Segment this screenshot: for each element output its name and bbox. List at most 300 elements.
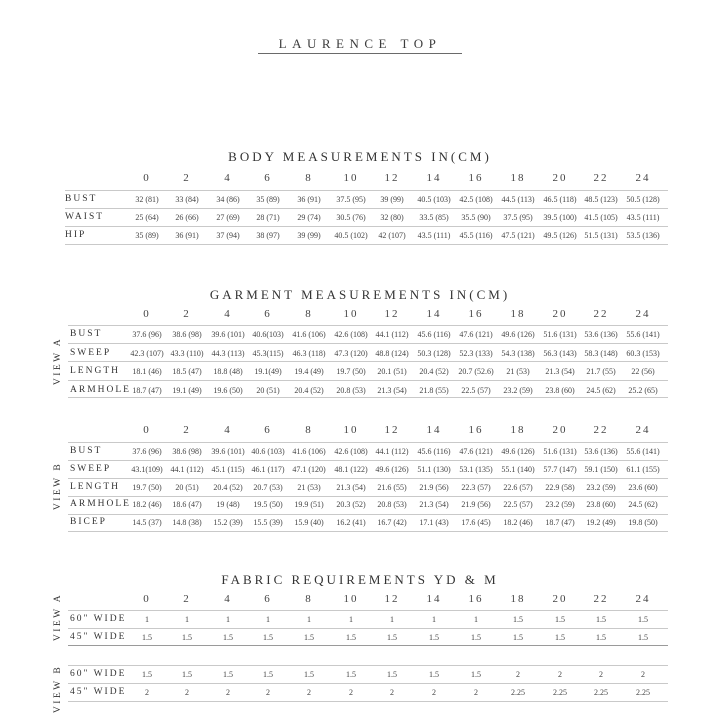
measurement-cell: 51.1 (130) [417,464,451,474]
size-header: 22 [593,424,609,436]
measurement-cell: 1.5 [142,670,152,679]
row-label: BUST [70,446,103,456]
measurement-cell: 1.5 [471,632,481,642]
measurement-cell: 17.6 (45) [461,518,491,528]
measurement-cell: 53.1 (135) [459,464,493,474]
measurement-cell: 1.5 [638,632,648,642]
measurement-cell: 1.5 [387,632,397,642]
measurement-cell: 34 (86) [216,195,240,204]
size-header: 24 [635,172,651,184]
measurement-cell: 2.25 [594,687,608,697]
row-label: ARMHOLE [70,499,131,510]
size-header: 4 [224,308,232,320]
measurement-cell: 23.2 (59) [503,385,533,395]
row-divider [68,514,668,515]
size-header: 20 [552,308,568,320]
measurement-cell: 20.4 (52) [294,385,324,395]
measurement-cell: 39 (99) [380,195,404,204]
row-label: 45" WIDE [70,631,127,642]
row-divider [68,442,668,443]
measurement-cell: 44.3 (113) [211,348,245,358]
measurement-cell: 19.6 (50) [213,385,243,395]
measurement-cell: 22.5 (57) [461,385,491,395]
measurement-cell: 55.1 (140) [501,464,535,474]
measurement-cell: 20 (51) [175,482,199,492]
measurement-cell: 18.8 (48) [213,367,243,376]
measurement-cell: 1 [349,615,353,624]
size-header: 8 [305,593,313,605]
measurement-cell: 49.6 (126) [375,464,409,474]
measurement-cell: 19.1 (49) [172,385,202,395]
measurement-cell: 21.3 (54) [377,385,407,395]
measurement-cell: 52.3 (133) [459,348,493,358]
measurement-cell: 35 (89) [256,195,280,204]
measurement-cell: 1.5 [182,632,192,642]
size-header: 18 [510,172,526,184]
size-header: 2 [183,424,191,436]
measurement-cell: 2 [516,670,520,679]
row-label: SWEEP [70,347,112,358]
size-header: 0 [143,424,151,436]
measurement-cell: 2 [349,687,353,697]
measurement-cell: 22.9 (58) [545,482,575,492]
row-divider [68,397,668,398]
size-header: 22 [593,308,609,320]
measurement-cell: 1.5 [223,670,233,679]
measurement-cell: 2 [558,670,562,679]
measurement-cell: 43.1(109) [131,464,163,474]
measurement-cell: 1.5 [429,632,439,642]
measurement-cell: 2 [307,687,311,697]
measurement-cell: 38 (97) [256,231,280,240]
measurement-cell: 39 (99) [297,231,321,240]
row-divider [68,683,668,684]
measurement-cell: 41.5 (105) [584,213,618,222]
measurement-cell: 15.2 (39) [213,518,243,528]
measurement-cell: 44.1 (112) [375,447,409,456]
measurement-cell: 46.1 (117) [251,464,285,474]
measurement-cell: 56.3 (143) [543,348,577,358]
size-header: 22 [593,593,609,605]
size-header: 24 [635,593,651,605]
measurement-cell: 2.25 [553,687,567,697]
measurement-cell: 24.5 (62) [628,500,658,510]
size-header: 10 [343,172,359,184]
size-header: 6 [264,172,272,184]
measurement-cell: 1 [432,615,436,624]
row-divider [68,343,668,344]
measurement-cell: 2 [474,687,478,697]
measurement-cell: 20.7 (53) [253,482,283,492]
row-divider [65,208,668,209]
measurement-cell: 19.1(49) [254,367,282,376]
size-header: 22 [593,172,609,184]
measurement-cell: 40.6 (103) [251,447,285,456]
measurement-cell: 16.7 (42) [377,518,407,528]
measurement-cell: 39.5 (100) [543,213,577,222]
measurement-cell: 45.3(115) [252,348,284,358]
row-divider [68,380,668,381]
row-divider [65,226,668,227]
size-header: 16 [468,308,484,320]
size-header: 20 [552,172,568,184]
measurement-cell: 1 [474,615,478,624]
measurement-cell: 14.8 (38) [172,518,202,528]
measurement-cell: 32 (80) [380,213,404,222]
measurement-cell: 1.5 [596,632,606,642]
row-divider [68,531,668,532]
measurement-cell: 53.5 (136) [626,231,660,240]
row-label: 60" WIDE [70,614,127,624]
size-header: 12 [384,308,400,320]
size-header: 16 [468,593,484,605]
measurement-cell: 19.5 (50) [253,500,283,510]
view-label: VIEW A [53,592,63,642]
measurement-cell: 45.6 (116) [417,330,451,339]
measurement-cell: 21 (53) [297,482,321,492]
measurement-cell: 21.7 (55) [586,367,616,376]
measurement-cell: 42.6 (108) [334,447,368,456]
measurement-cell: 47.1 (120) [292,464,326,474]
measurement-cell: 18.6 (47) [172,500,202,510]
size-header: 10 [343,308,359,320]
measurement-cell: 40.5 (103) [417,195,451,204]
measurement-cell: 48.5 (123) [584,195,618,204]
measurement-cell: 1.5 [513,632,523,642]
measurement-cell: 59.1 (150) [584,464,618,474]
measurement-cell: 40.6(103) [252,330,284,339]
row-divider [68,701,668,702]
measurement-cell: 1.5 [142,632,152,642]
measurement-cell: 25.2 (65) [628,385,658,395]
measurement-cell: 48.8 (124) [375,348,409,358]
garment-measurements-title: GARMENT MEASUREMENTS IN(CM) [209,287,511,302]
measurement-cell: 2 [145,687,149,697]
size-header: 0 [143,172,151,184]
measurement-cell: 19 (48) [216,500,240,510]
measurement-cell: 1.5 [429,670,439,679]
measurement-cell: 18.7 (47) [132,385,162,395]
measurement-cell: 21.9 (56) [461,500,491,510]
row-label: LENGTH [70,481,120,492]
measurement-cell: 18.2 (46) [132,500,162,510]
measurement-cell: 39.6 (101) [211,330,245,339]
measurement-cell: 49.6 (126) [501,330,535,339]
measurement-cell: 39.6 (101) [211,447,245,456]
row-label: BICEP [70,517,107,528]
measurement-cell: 60.3 (153) [626,348,660,358]
measurement-cell: 38.6 (98) [172,330,202,339]
measurement-cell: 20.4 (52) [419,367,449,376]
size-header: 8 [305,172,313,184]
size-header: 20 [552,593,568,605]
measurement-cell: 19.4 (49) [294,367,324,376]
row-divider [68,610,668,611]
measurement-cell: 53.6 (136) [584,330,618,339]
measurement-cell: 49.5 (126) [543,231,577,240]
measurement-cell: 15.9 (40) [294,518,324,528]
measurement-cell: 15.5 (39) [253,518,283,528]
row-label: BUST [70,329,103,339]
row-divider [68,628,668,629]
measurement-cell: 47.5 (121) [501,231,535,240]
measurement-cell: 21.3 (54) [419,500,449,510]
row-divider [68,645,668,646]
measurement-cell: 2 [599,670,603,679]
measurement-cell: 1.5 [304,632,314,642]
measurement-cell: 2 [390,687,394,697]
measurement-cell: 23.2 (59) [545,500,575,510]
measurement-cell: 46.5 (118) [543,195,577,204]
measurement-cell: 35 (89) [135,231,159,240]
size-header: 12 [384,424,400,436]
measurement-cell: 43.5 (111) [417,231,451,240]
measurement-cell: 18.5 (47) [172,367,202,376]
measurement-cell: 1.5 [387,670,397,679]
measurement-cell: 19.7 (50) [336,367,366,376]
measurement-cell: 21.3 (54) [336,482,366,492]
measurement-cell: 18.1 (46) [132,367,162,376]
size-header: 10 [343,593,359,605]
measurement-cell: 43.5 (111) [626,213,660,222]
measurement-cell: 54.3 (138) [501,348,535,358]
measurement-cell: 1.5 [555,615,565,624]
measurement-cell: 24.5 (62) [586,385,616,395]
measurement-cell: 51.6 (131) [543,447,577,456]
measurement-cell: 29 (74) [297,213,321,222]
row-label: LENGTH [70,366,120,376]
measurement-cell: 19.7 (50) [132,482,162,492]
measurement-cell: 55.6 (141) [626,447,660,456]
measurement-cell: 23.2 (59) [586,482,616,492]
measurement-cell: 37.5 (95) [336,195,366,204]
measurement-cell: 21 (53) [506,367,530,376]
measurement-cell: 20.1 (51) [377,367,407,376]
measurement-cell: 27 (69) [216,213,240,222]
measurement-cell: 36 (91) [297,195,321,204]
measurement-cell: 1.5 [304,670,314,679]
size-header: 14 [426,172,442,184]
measurement-cell: 1 [266,615,270,624]
measurement-cell: 21.3 (54) [545,367,575,376]
measurement-cell: 44.5 (113) [501,195,535,204]
measurement-cell: 57.7 (147) [543,464,577,474]
measurement-cell: 51.5 (131) [584,231,618,240]
row-divider [68,478,668,479]
measurement-cell: 45.5 (116) [459,231,493,240]
measurement-cell: 18.7 (47) [545,518,575,528]
measurement-cell: 42.3 (107) [130,348,164,358]
size-header: 2 [183,172,191,184]
measurement-cell: 37.6 (96) [132,447,162,456]
measurement-cell: 1 [226,615,230,624]
measurement-cell: 45.1 (115) [211,464,245,474]
measurement-cell: 53.6 (136) [584,447,618,456]
size-header: 0 [143,308,151,320]
size-header: 0 [143,593,151,605]
measurement-cell: 19.8 (50) [628,518,658,528]
size-header: 16 [468,172,484,184]
measurement-cell: 48.1 (122) [334,464,368,474]
size-header: 4 [224,424,232,436]
row-label: WAIST [65,212,105,222]
row-divider [68,665,668,666]
measurement-cell: 44.1 (112) [375,330,409,339]
size-header: 20 [552,424,568,436]
size-header: 16 [468,424,484,436]
size-header: 14 [426,308,442,320]
measurement-cell: 47.6 (121) [459,330,493,339]
size-header: 24 [635,424,651,436]
measurement-cell: 2 [266,687,270,697]
measurement-cell: 58.3 (148) [584,348,618,358]
measurement-cell: 44.1 (112) [170,464,204,474]
measurement-cell: 1.5 [596,615,606,624]
size-header: 6 [264,308,272,320]
row-divider [68,460,668,461]
measurement-cell: 20.8 (53) [336,385,366,395]
measurement-cell: 38.6 (98) [172,447,202,456]
measurement-cell: 47.3 (120) [334,348,368,358]
measurement-cell: 1.5 [182,670,192,679]
measurement-cell: 35.5 (90) [461,213,491,222]
measurement-cell: 43.3 (110) [170,348,204,358]
row-divider [65,190,668,191]
measurement-cell: 1.5 [513,615,523,624]
measurement-cell: 17.1 (43) [419,518,449,528]
measurement-cell: 1 [145,615,149,624]
size-header: 12 [384,593,400,605]
size-header: 6 [264,593,272,605]
size-header: 4 [224,593,232,605]
row-label: SWEEP [70,463,112,474]
measurement-cell: 22.5 (57) [503,500,533,510]
row-divider [68,496,668,497]
measurement-cell: 40.5 (102) [334,231,368,240]
row-label: BUST [65,194,98,204]
measurement-cell: 20.8 (53) [377,500,407,510]
title-underline [258,53,462,54]
measurement-cell: 41.6 (106) [292,447,326,456]
measurement-cell: 37.6 (96) [132,330,162,339]
measurement-cell: 1.5 [471,670,481,679]
measurement-cell: 32 (81) [135,195,159,204]
measurement-cell: 42.6 (108) [334,330,368,339]
measurement-cell: 25 (64) [135,213,159,222]
measurement-cell: 49.6 (126) [501,447,535,456]
measurement-cell: 2 [432,687,436,697]
measurement-cell: 33.5 (85) [419,213,449,222]
fabric-requirements-title: FABRIC REQUIREMENTS YD & M [221,572,499,587]
measurement-cell: 61.1 (155) [626,464,660,474]
measurement-cell: 1 [390,615,394,624]
measurement-cell: 1.5 [263,670,273,679]
measurement-cell: 1 [307,615,311,624]
size-header: 2 [183,593,191,605]
view-label: VIEW B [53,461,63,511]
body-measurements-title: BODY MEASUREMENTS IN(CM) [228,149,492,164]
measurement-cell: 45.6 (116) [417,447,451,456]
measurement-cell: 2.25 [511,687,525,697]
measurement-cell: 33 (84) [175,195,199,204]
measurement-cell: 18.2 (46) [503,518,533,528]
measurement-cell: 1 [185,615,189,624]
measurement-cell: 20 (51) [256,385,280,395]
size-header: 14 [426,593,442,605]
size-header: 2 [183,308,191,320]
size-header: 18 [510,424,526,436]
measurement-cell: 2 [641,670,645,679]
measurement-cell: 23.6 (60) [628,482,658,492]
page-title: LAURENCE TOP [278,36,442,51]
size-header: 18 [510,593,526,605]
row-divider [68,361,668,362]
measurement-cell: 20.4 (52) [213,482,243,492]
measurement-cell: 36 (91) [175,231,199,240]
row-label: 45" WIDE [70,686,127,697]
measurement-cell: 50.3 (128) [417,348,451,358]
size-header: 18 [510,308,526,320]
measurement-cell: 14.5 (37) [132,518,162,528]
measurement-cell: 51.6 (131) [543,330,577,339]
row-divider [65,244,668,245]
measurement-cell: 21.8 (55) [419,385,449,395]
measurement-cell: 22.3 (57) [461,482,491,492]
measurement-cell: 41.6 (106) [292,330,326,339]
size-header: 10 [343,424,359,436]
size-header: 14 [426,424,442,436]
measurement-cell: 23.8 (60) [545,385,575,395]
row-label: ARMHOLE [70,384,131,395]
measurement-cell: 1.5 [346,632,356,642]
view-label: VIEW A [53,336,63,386]
row-label: 60" WIDE [70,669,127,679]
measurement-cell: 30.5 (76) [336,213,366,222]
measurement-cell: 47.6 (121) [459,447,493,456]
measurement-cell: 19.9 (51) [294,500,324,510]
row-label: HIP [65,230,87,240]
measurement-cell: 1.5 [638,615,648,624]
measurement-cell: 55.6 (141) [626,330,660,339]
size-header: 8 [305,308,313,320]
measurement-cell: 1.5 [555,632,565,642]
measurement-cell: 20.3 (52) [336,500,366,510]
measurement-cell: 21.9 (56) [419,482,449,492]
measurement-cell: 22 (56) [631,367,655,376]
measurement-cell: 2 [226,687,230,697]
measurement-cell: 2.25 [636,687,650,697]
measurement-cell: 37 (94) [216,231,240,240]
size-header: 12 [384,172,400,184]
measurement-cell: 21.6 (55) [377,482,407,492]
row-divider [68,325,668,326]
size-header: 24 [635,308,651,320]
measurement-cell: 22.6 (57) [503,482,533,492]
size-header: 8 [305,424,313,436]
measurement-cell: 28 (71) [256,213,280,222]
measurement-cell: 2 [185,687,189,697]
measurement-cell: 19.2 (49) [586,518,616,528]
measurement-cell: 46.3 (118) [292,348,326,358]
measurement-cell: 37.5 (95) [503,213,533,222]
measurement-cell: 1.5 [346,670,356,679]
measurement-cell: 1.5 [223,632,233,642]
measurement-cell: 16.2 (41) [336,518,366,528]
measurement-cell: 26 (66) [175,213,199,222]
view-label: VIEW B [53,664,63,714]
measurement-cell: 42.5 (108) [459,195,493,204]
measurement-cell: 1.5 [263,632,273,642]
